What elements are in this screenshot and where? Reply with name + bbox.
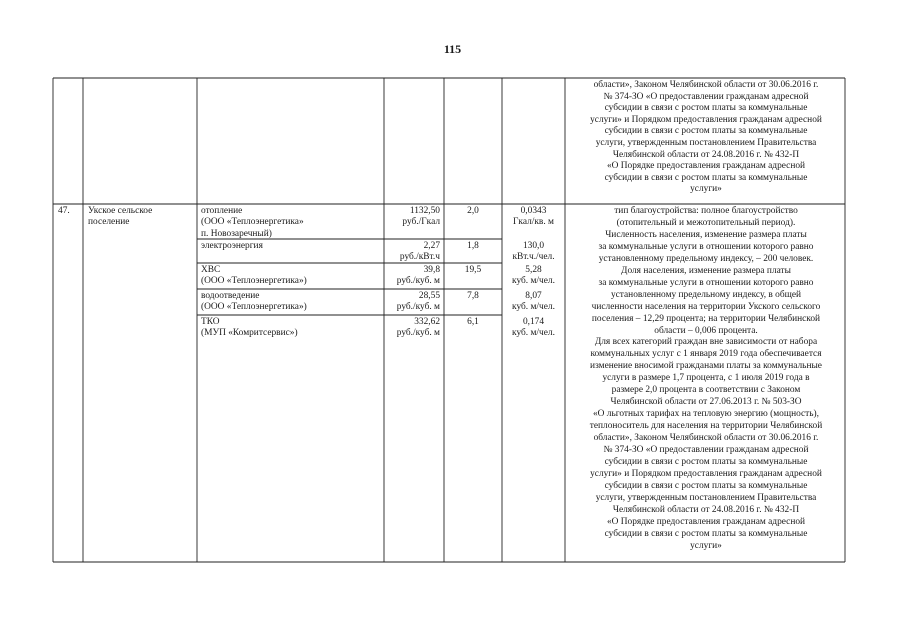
tariff-cold-water: 39,8 руб./куб. м xyxy=(396,265,440,287)
growth-electricity: 1,8 xyxy=(467,241,479,251)
text-line: услуги, утвержденным постановлением Правительства xyxy=(595,137,817,148)
text-line: Численность населения, изменение размера платы xyxy=(605,229,807,240)
norm-cold-water: 5,28 куб. м/чел. xyxy=(512,265,555,287)
text-line: субсидии в связи с ростом платы за коммунальные xyxy=(604,480,808,491)
growth-solid-waste: 6,1 xyxy=(467,317,479,327)
service-name-solid-waste: ТКО (МУП «Комритсервис») xyxy=(201,317,298,339)
growth-heating: 2,0 xyxy=(467,206,479,216)
page-number: 115 xyxy=(443,42,462,56)
text-line: Челябинской области от 24.08.2016 г. № 432-П xyxy=(612,504,800,515)
text-line: области», Законом Челябинской области от 30.06.2016 г. xyxy=(593,80,819,90)
tariff-sewage: 28,55 руб./куб. м xyxy=(396,291,440,313)
growth-sewage: 7,8 xyxy=(467,291,479,301)
service-name-heating: отопление (ООО «Теплоэнергетика» п. Новозаречный) xyxy=(201,206,304,239)
settlement-name: Укское сельское поселение xyxy=(88,206,153,228)
text-line: «О Порядке предоставления гражданам адресной xyxy=(606,161,806,172)
text-line: субсидии в связи с ростом платы за коммунальные xyxy=(604,103,808,114)
text-line: изменение вносимой гражданами платы за коммунальные xyxy=(590,361,822,372)
growth-cold-water: 19,5 xyxy=(464,265,482,275)
tariff-solid-waste: 332,62 руб./куб. м xyxy=(396,317,440,339)
service-name-cold-water: ХВС (ООО «Теплоэнергетика») xyxy=(201,265,307,287)
tariff-heating: 1132,50 руб./Гкал xyxy=(402,206,440,228)
text-line: «О льготных тарифах на тепловую энергию (мощность), xyxy=(592,409,820,420)
text-line: установленному предельному индексу, – 200 человек. xyxy=(598,253,814,264)
text-line: за коммунальные услуги в отношении которого равно xyxy=(598,277,814,288)
text-line: субсидии в связи с ростом платы за коммунальные xyxy=(604,528,808,539)
norm-electricity: 130,0 кВт.ч./чел. xyxy=(512,241,555,263)
text-line: услуги» и Порядком предоставления гражданам адресной xyxy=(590,468,822,479)
norm-heating: 0,0343 Гкал/кв. м xyxy=(513,206,554,228)
text-line: № 374-ЗО «О предоставлении гражданам адресной xyxy=(603,91,809,102)
text-line: численности населения на территории Укского сельского xyxy=(591,301,821,312)
text-line: услуги, утвержденным постановлением Правительства xyxy=(595,492,817,503)
norm-solid-waste: 0,174 куб. м/чел. xyxy=(512,317,555,339)
text-line: за коммунальные услуги в отношении которого равно xyxy=(598,241,814,252)
norm-sewage: 8,07 куб. м/чел. xyxy=(512,291,555,313)
tariff-electricity: 2,27 руб./кВт.ч xyxy=(399,241,440,263)
text-line: Челябинской области от 24.08.2016 г. № 432-П xyxy=(612,149,800,160)
text-line: услуги в размере 1,7 процента, с 1 июля 2019 года в xyxy=(602,373,810,384)
text-line: теплоноситель для населения на территории Челябинской xyxy=(589,421,823,432)
service-name-electricity: электроэнергия xyxy=(201,241,263,251)
continued-text-block xyxy=(568,80,844,196)
text-line: области», Законом Челябинской области от 30.06.2016 г. xyxy=(593,433,819,444)
text-line: № 374-ЗО «О предоставлении гражданам адресной xyxy=(603,445,809,456)
text-line: поселения – 12,29 процента; на территории Челябинской xyxy=(591,313,821,324)
text-line: субсидии в связи с ростом платы за коммунальные xyxy=(604,126,808,137)
text-line: установленному предельному индексу, в общей xyxy=(610,289,802,300)
text-line: тип благоустройства: полное благоустройство xyxy=(614,206,798,216)
text-line: (отопительный и межотопительный период). xyxy=(616,217,796,228)
text-line: услуги» xyxy=(690,184,722,195)
text-line: услуги» xyxy=(690,540,722,551)
text-line: Доля населения, изменение размера платы xyxy=(621,265,791,276)
row-number: 47. xyxy=(58,206,70,216)
text-line: области – 0,006 процента. xyxy=(654,325,758,336)
text-line: коммунальных услуг с 1 января 2019 года обеспечивается xyxy=(590,349,822,360)
row-description xyxy=(568,206,844,553)
text-line: размере 2,0 процента в соответствии с Законом xyxy=(611,385,801,396)
text-line: «О Порядке предоставления гражданам адресной xyxy=(606,516,806,527)
text-line: Челябинской области от 27.06.2013 г. № 503-ЗО xyxy=(610,397,802,408)
text-line: услуги» и Порядком предоставления гражданам адресной xyxy=(590,114,822,125)
service-name-sewage: водоотведение (ООО «Теплоэнергетика») xyxy=(201,291,307,313)
text-line: субсидии в связи с ростом платы за коммунальные xyxy=(604,172,808,183)
text-line: Для всех категорий граждан вне зависимости от набора xyxy=(594,337,818,348)
text-line: субсидии в связи с ростом платы за коммунальные xyxy=(604,457,808,468)
